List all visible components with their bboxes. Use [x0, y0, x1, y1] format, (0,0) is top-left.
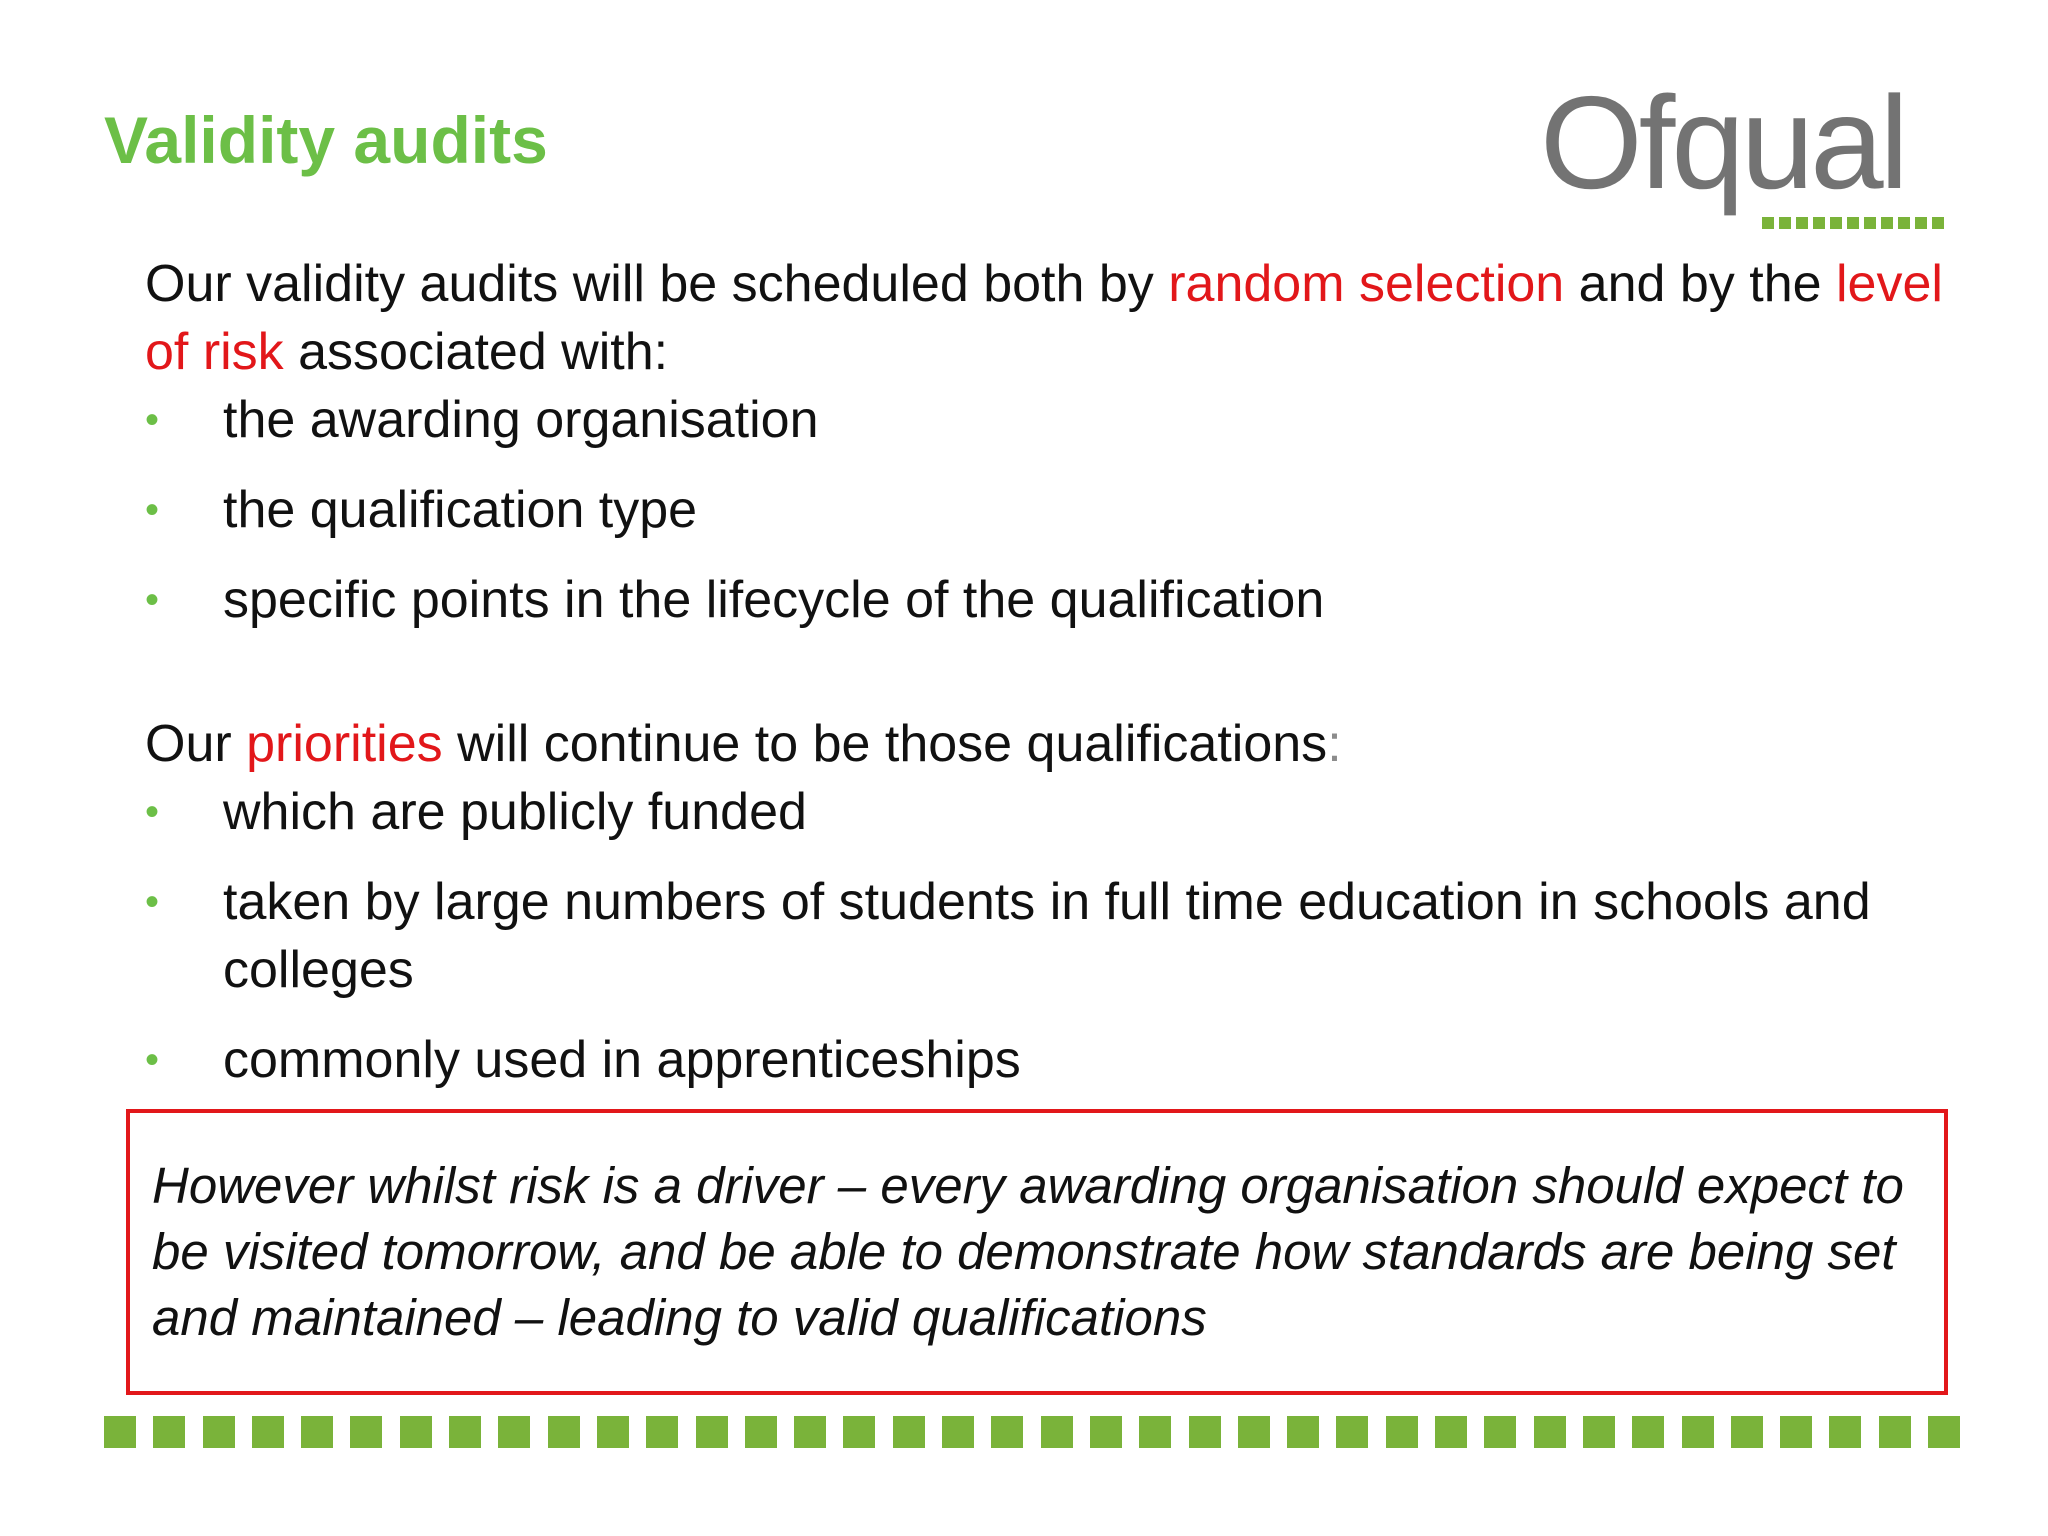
list-item	[145, 566, 1945, 634]
footer-square	[1435, 1416, 1467, 1448]
footer-square	[1632, 1416, 1664, 1448]
footer-square	[498, 1416, 530, 1448]
bullet-text: specific points in the lifecycle of the qualification	[223, 571, 1325, 629]
callout-text: However whilst risk is a driver – every awarding organisation should expect to be visited tomorrow, and be able to demonstrate how standards are being set and maintained – leading to valid qualifications	[152, 1157, 1904, 1346]
footer-square	[1386, 1416, 1418, 1448]
priorities-text-1: Our	[145, 715, 247, 773]
footer-square	[1682, 1416, 1714, 1448]
footer-square-border	[104, 1416, 1960, 1448]
footer-square	[1829, 1416, 1861, 1448]
footer-square	[843, 1416, 875, 1448]
risk-driver-callout	[126, 1109, 1948, 1395]
bullet-icon: •	[145, 488, 160, 532]
footer-square	[203, 1416, 235, 1448]
audit-scheduling-paragraph	[145, 250, 1945, 386]
footer-square	[104, 1416, 136, 1448]
risk-factor-list	[145, 386, 1945, 634]
intro-text-1: Our validity audits will be scheduled both by	[145, 255, 1169, 313]
bullet-text: taken by large numbers of students in full time education in schools and colleges	[223, 873, 1871, 999]
footer-square	[252, 1416, 284, 1448]
bullet-icon: •	[145, 398, 160, 442]
footer-square	[1928, 1416, 1960, 1448]
slide-title: Validity audits	[104, 103, 548, 177]
footer-square	[449, 1416, 481, 1448]
footer-square	[794, 1416, 826, 1448]
priorities-list	[145, 778, 1945, 1094]
bullet-icon: •	[145, 880, 160, 924]
logo-wordmark: Ofqual	[1540, 70, 1905, 216]
footer-square	[548, 1416, 580, 1448]
audit-scheduling-section	[145, 250, 1945, 656]
list-item	[145, 778, 1945, 846]
list-item	[145, 868, 1945, 1004]
footer-square	[893, 1416, 925, 1448]
priorities-highlight: priorities	[246, 715, 443, 773]
intro-text-2: and by the	[1564, 255, 1836, 313]
footer-square	[1484, 1416, 1516, 1448]
footer-square	[153, 1416, 185, 1448]
footer-square	[991, 1416, 1023, 1448]
priorities-paragraph	[145, 710, 1945, 778]
footer-square	[400, 1416, 432, 1448]
footer-square	[597, 1416, 629, 1448]
footer-square	[696, 1416, 728, 1448]
footer-square	[350, 1416, 382, 1448]
level-of-risk-highlight: level of risk	[145, 255, 1943, 381]
priorities-colon: :	[1327, 715, 1342, 773]
list-item	[145, 1026, 1945, 1094]
bullet-icon: •	[145, 790, 160, 834]
list-item	[145, 476, 1945, 544]
footer-square	[1780, 1416, 1812, 1448]
footer-square	[1090, 1416, 1122, 1448]
bullet-text: commonly used in apprenticeships	[223, 1031, 1021, 1089]
footer-square	[1238, 1416, 1270, 1448]
priorities-text-2: will continue to be those qualifications	[442, 715, 1328, 773]
footer-square	[1534, 1416, 1566, 1448]
bullet-text: which are publicly funded	[223, 783, 807, 841]
priorities-section	[145, 710, 1945, 1116]
bullet-text: the qualification type	[223, 481, 698, 539]
footer-square	[646, 1416, 678, 1448]
footer-square	[942, 1416, 974, 1448]
intro-text-3: associated with:	[283, 323, 669, 381]
footer-square	[1731, 1416, 1763, 1448]
footer-square	[1189, 1416, 1221, 1448]
ofqual-logo	[1540, 70, 1960, 240]
footer-square	[1041, 1416, 1073, 1448]
bullet-icon: •	[145, 1038, 160, 1082]
footer-square	[745, 1416, 777, 1448]
bullet-text: the awarding organisation	[223, 391, 819, 449]
footer-square	[1879, 1416, 1911, 1448]
footer-square	[1287, 1416, 1319, 1448]
footer-square	[1139, 1416, 1171, 1448]
bullet-icon: •	[145, 578, 160, 622]
ofqual-logo-graphic	[1540, 70, 1960, 240]
random-selection-highlight: random selection	[1168, 255, 1565, 313]
footer-square	[1583, 1416, 1615, 1448]
logo-green-squares	[1762, 217, 1944, 229]
footer-square	[1336, 1416, 1368, 1448]
footer-square	[301, 1416, 333, 1448]
list-item	[145, 386, 1945, 454]
